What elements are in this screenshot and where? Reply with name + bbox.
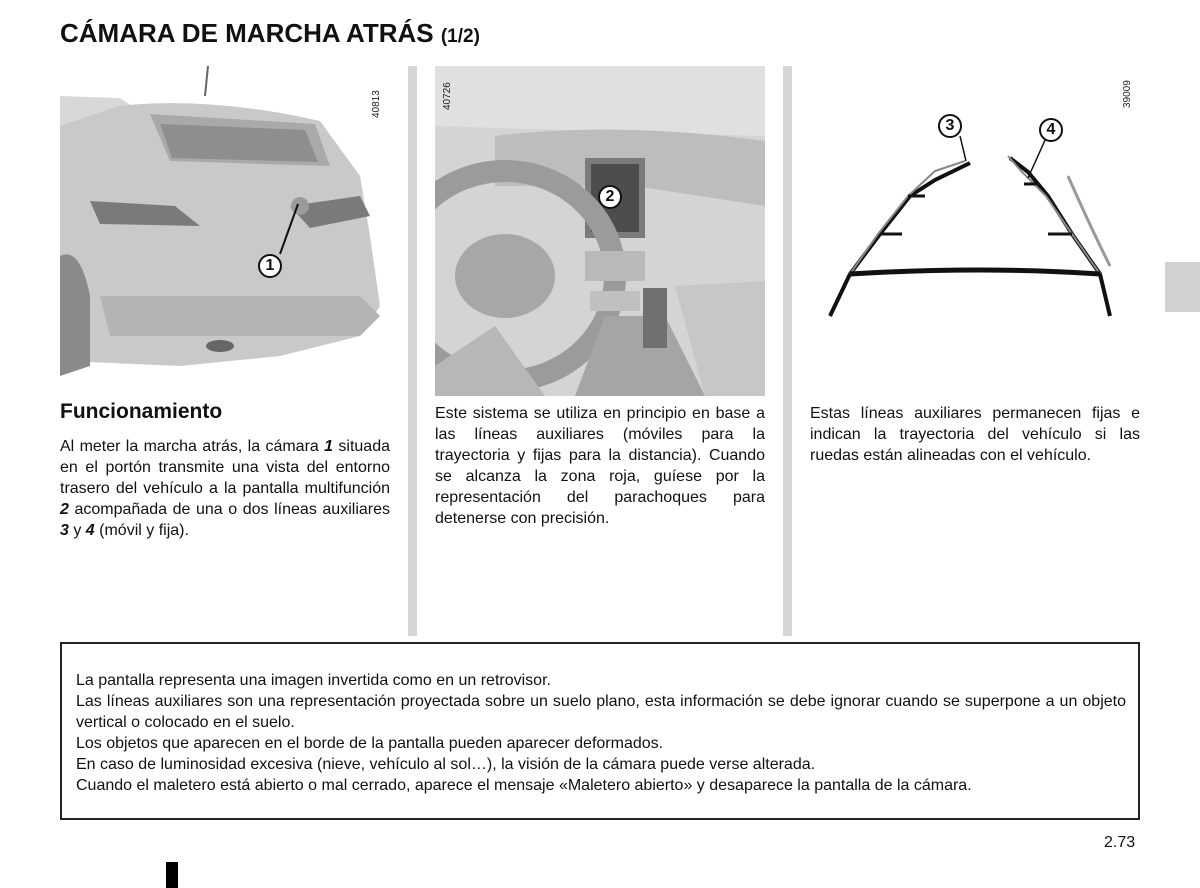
note-line: Las líneas auxiliares son una representación proyectada sobre un suelo plano, esta información se debe ignorar cuando se superpone a un objeto vertical o colocado en el suelo. <box>76 693 1126 731</box>
page-title <box>60 18 480 49</box>
title-main: CÁMARA DE MARCHA ATRÁS <box>60 18 434 48</box>
callout-1: 1 <box>258 254 282 278</box>
page-number: 2.73 <box>1104 834 1136 851</box>
figure-code: 40726 <box>442 82 453 110</box>
guide-lines-paragraph: Estas líneas auxiliares permanecen fijas e indican la trayectoria del vehículo si las ruedas están alineadas con el vehículo. <box>810 405 1140 464</box>
system-paragraph: Este sistema se utiliza en principio en base a las líneas auxiliares (móviles para la trayectoria y fijas para la distancia). Cuando se alcanza la zona roja, guíese por la representación del parachoques para detenerse con precisión. <box>435 405 765 527</box>
column-separator-1 <box>408 66 417 636</box>
functioning-paragraph: Al meter la marcha atrás, la cámara 1 situada en el portón transmite una vista del entorno trasero del vehículo a la pantalla multifunción 2 acompañada de una o dos líneas auxiliares 3 y 4 (móvil y fija). <box>60 438 390 539</box>
note-line: En caso de luminosidad excesiva (nieve, vehículo al sol…), la visión de la cámara puede verse alterada. <box>76 756 816 773</box>
title-suffix: (1/2) <box>440 26 480 47</box>
dashboard-illustration <box>435 66 765 396</box>
rear-car-illustration <box>60 66 390 382</box>
notes-box <box>60 642 1140 820</box>
section-tab-marker <box>1165 262 1200 312</box>
callout-2: 2 <box>598 185 622 209</box>
note-line: Cuando el maletero está abierto o mal cerrado, aparece el mensaje «Maletero abierto» y desaparece la pantalla de la cámara. <box>76 777 972 794</box>
note-line: La pantalla representa una imagen invertida como en un retrovisor. <box>76 672 551 689</box>
figure-code: 39009 <box>1122 80 1133 108</box>
guide-lines-diagram <box>810 66 1140 326</box>
column-separator-2 <box>783 66 792 636</box>
figure-code: 40813 <box>371 90 382 118</box>
section-heading: Funcionamiento <box>60 400 223 423</box>
callout-4: 4 <box>1039 118 1063 142</box>
note-line: Los objetos que aparecen en el borde de la pantalla pueden aparecer deformados. <box>76 735 664 752</box>
print-mark <box>166 862 178 888</box>
callout-3: 3 <box>938 114 962 138</box>
